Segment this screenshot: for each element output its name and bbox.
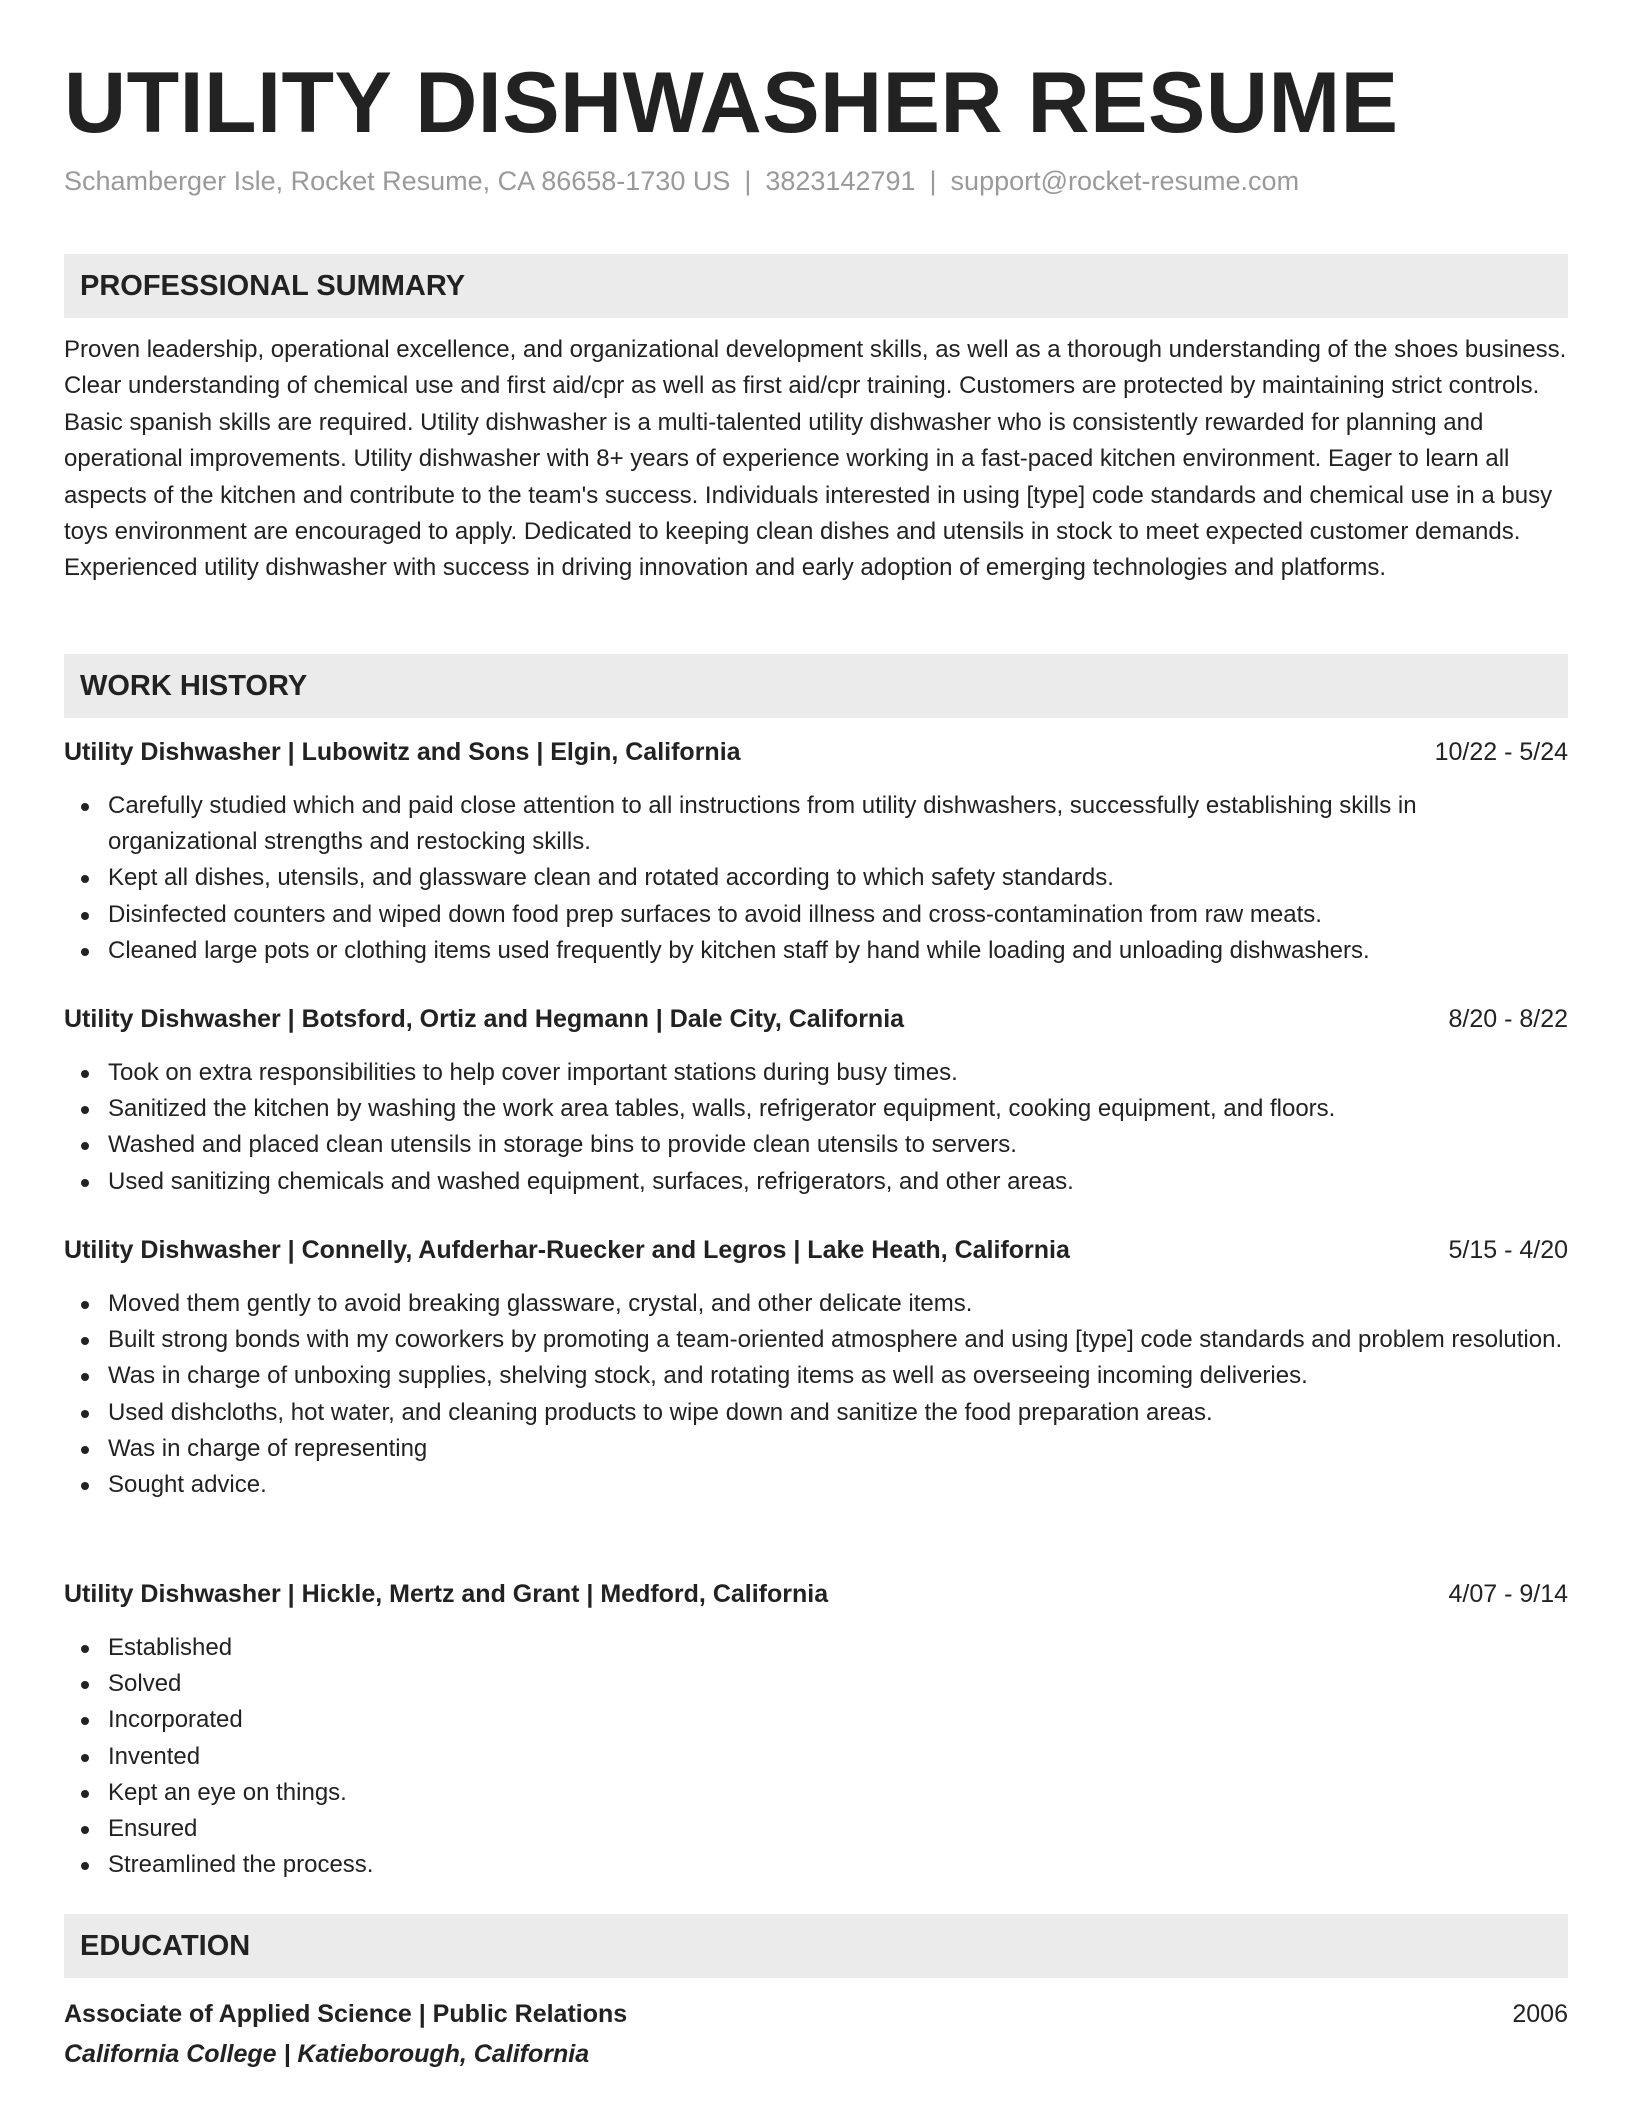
job-header: [64, 1003, 1568, 1035]
section-heading-summary: PROFESSIONAL SUMMARY: [64, 254, 1568, 318]
contact-line: [64, 166, 1299, 197]
job-title: Utility Dishwasher | Lubowitz and Sons | Elgin, California: [64, 738, 741, 766]
contact-separator: |: [744, 166, 752, 196]
education-year: 2006: [1512, 2000, 1568, 2028]
education-degree: Associate of Applied Science | Public Relations: [64, 2000, 628, 2028]
contact-separator: |: [929, 166, 937, 196]
list-item: Streamlined the process.: [64, 1847, 1568, 1883]
job-title: Utility Dishwasher | Botsford, Ortiz and Hegmann | Dale City, California: [64, 1005, 905, 1033]
job-dates: 5/15 - 4/20: [1448, 1236, 1568, 1264]
job-bullets: [64, 788, 1568, 969]
section-heading-work-history: WORK HISTORY: [64, 654, 1568, 718]
job-title: Utility Dishwasher | Hickle, Mertz and Grant | Medford, California: [64, 1580, 829, 1608]
job-dates: 10/22 - 5/24: [1434, 738, 1568, 766]
list-item: Used dishcloths, hot water, and cleaning products to wipe down and sanitize the food preparation areas.: [64, 1395, 1568, 1431]
list-item: Washed and placed clean utensils in storage bins to provide clean utensils to servers.: [64, 1127, 1568, 1163]
list-item: Disinfected counters and wiped down food prep surfaces to avoid illness and cross-contamination from raw meats.: [64, 897, 1568, 933]
resume-title: UTILITY DISHWASHER RESUME: [64, 55, 1399, 151]
contact-phone: 3823142791: [765, 166, 916, 196]
list-item: Invented: [64, 1739, 1568, 1775]
job-header: [64, 736, 1568, 768]
list-item: Solved: [64, 1666, 1568, 1702]
list-item: Sought advice.: [64, 1467, 1568, 1503]
list-item: Was in charge of representing: [64, 1431, 1568, 1467]
education-header: [64, 1998, 1568, 2030]
list-item: Ensured: [64, 1811, 1568, 1847]
list-item: Took on extra responsibilities to help cover important stations during busy times.: [64, 1055, 1568, 1091]
education-school: California College | Katieborough, California: [64, 2040, 590, 2068]
list-item: Was in charge of unboxing supplies, shelving stock, and rotating items as well as overseeing incoming deliveries.: [64, 1358, 1568, 1394]
job-dates: 4/07 - 9/14: [1448, 1580, 1568, 1608]
list-item: Kept an eye on things.: [64, 1775, 1568, 1811]
job-title: Utility Dishwasher | Connelly, Aufderhar-Ruecker and Legros | Lake Heath, California: [64, 1236, 1070, 1264]
list-item: Incorporated: [64, 1702, 1568, 1738]
list-item: Sanitized the kitchen by washing the work area tables, walls, refrigerator equipment, cooking equipment, and floors.: [64, 1091, 1568, 1127]
list-item: Kept all dishes, utensils, and glassware clean and rotated according to which safety standards.: [64, 860, 1568, 896]
job-bullets: [64, 1286, 1568, 1503]
summary-text: Proven leadership, operational excellence, and organizational development skills, as well as a thorough understanding of the shoes business. Clear understanding of chemical use and first aid/cpr as well as first aid/cpr training. Customers are protected by maintaining strict controls. Basic spanish skills are required. Utility dishwasher is a multi-talented utility dishwasher who is consistently rewarded for planning and operational improvements. Utility dishwasher with 8+ years of experience working in a fast-paced kitchen environment. Eager to learn all aspects of the kitchen and contribute to the team's success. Individuals interested in using [type] code standards and chemical use in a busy toys environment are encouraged to apply. Dedicated to keeping clean dishes and utensils in stock to meet expected customer demands. Experienced utility dishwasher with success in driving innovation and early adoption of emerging technologies and platforms.: [64, 336, 1567, 582]
contact-address: Schamberger Isle, Rocket Resume, CA 86658-1730 US: [64, 166, 731, 196]
job-dates: 8/20 - 8/22: [1448, 1005, 1568, 1033]
list-item: Built strong bonds with my coworkers by promoting a team-oriented atmosphere and using [type] code standards and problem resolution.: [64, 1322, 1568, 1358]
list-item: Moved them gently to avoid breaking glassware, crystal, and other delicate items.: [64, 1286, 1568, 1322]
job-header: [64, 1234, 1568, 1266]
job-bullets: [64, 1630, 1568, 1883]
list-item: Established: [64, 1630, 1568, 1666]
list-item: Cleaned large pots or clothing items used frequently by kitchen staff by hand while loading and unloading dishwashers.: [64, 933, 1568, 969]
list-item: Carefully studied which and paid close attention to all instructions from utility dishwashers, successfully establishing skills in organizational strengths and restocking skills.: [64, 788, 1568, 860]
job-header: [64, 1578, 1568, 1610]
job-bullets: [64, 1055, 1568, 1200]
list-item: Used sanitizing chemicals and washed equipment, surfaces, refrigerators, and other areas.: [64, 1164, 1568, 1200]
section-heading-education: EDUCATION: [64, 1914, 1568, 1978]
contact-email: support@rocket-resume.com: [950, 166, 1300, 196]
